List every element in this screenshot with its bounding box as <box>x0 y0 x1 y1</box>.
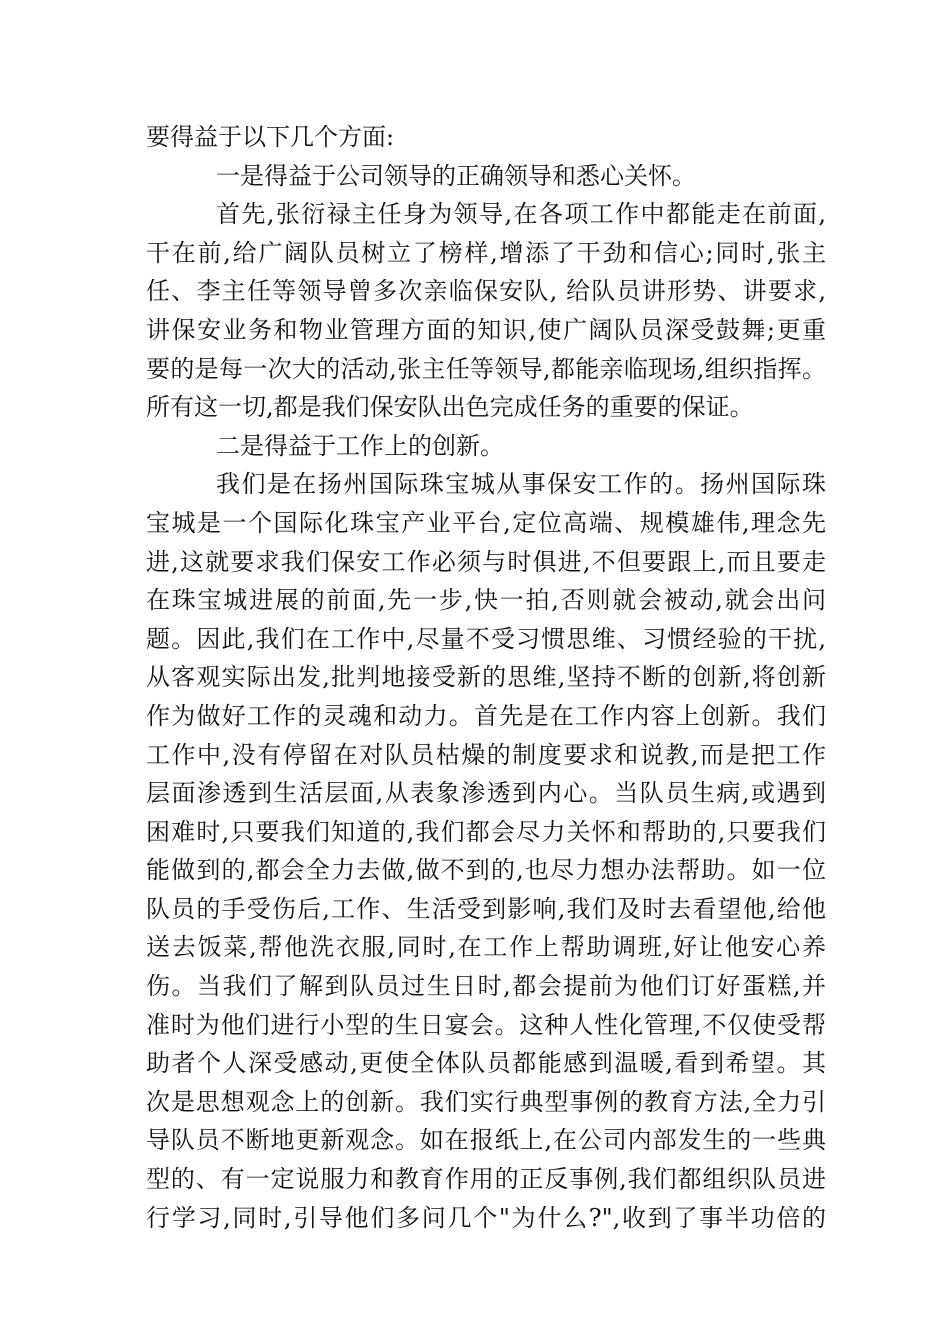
text-line: 讲保安业务和物业管理方面的知识,使广阔队员深受鼓舞;更重 <box>146 315 826 344</box>
text-line: 作为做好工作的灵魂和动力。首先是在工作内容上创新。我们 <box>146 701 826 730</box>
text-line: 干在前,给广阔队员树立了榜样,增添了干劲和信心;同时,张主 <box>146 238 826 267</box>
document-body <box>146 118 826 1237</box>
text-line: 从客观实际出发,批判地接受新的思维,坚持不断的创新,将创新 <box>146 663 826 692</box>
text-line: 能做到的,都会全力去做,做不到的,也尽力想办法帮助。如一位 <box>146 856 826 885</box>
text-line: 送去饭菜,帮他洗衣服,同时,在工作上帮助调班,好让他安心养 <box>146 933 826 962</box>
text-line: 层面渗透到生活层面,从表象渗透到内心。当队员生病,或遇到 <box>146 779 826 808</box>
text-line: 我们是在扬州国际珠宝城从事保安工作的。扬州国际珠 <box>216 470 826 499</box>
text-line: 要得益于以下几个方面: <box>146 123 395 151</box>
text-line: 二是得益于工作上的创新。 <box>216 431 504 460</box>
text-line: 型的、有一定说服力和教育作用的正反事例,我们都组织队员进 <box>146 1165 826 1194</box>
text-line: 一是得益于公司领导的正确领导和悉心关怀。 <box>216 161 696 190</box>
text-line: 进,这就要求我们保安工作必须与时俱进,不但要跟上,而且要走 <box>146 547 826 576</box>
text-line: 次是思想观念上的创新。我们实行典型事例的教育方法,全力引 <box>146 1087 826 1116</box>
text-line: 所有这一切,都是我们保安队出色完成任务的重要的保证。 <box>146 393 754 422</box>
text-line: 导队员不断地更新观念。如在报纸上,在公司内部发生的一些典 <box>146 1126 826 1155</box>
text-line: 助者个人深受感动,更使全体队员都能感到温暖,看到希望。其 <box>146 1049 826 1078</box>
text-line: 首先,张衍禄主任身为领导,在各项工作中都能走在前面, <box>216 200 826 229</box>
text-line: 宝城是一个国际化珠宝产业平台,定位高端、规模雄伟,理念先 <box>146 508 826 537</box>
text-line: 任、李主任等领导曾多次亲临保安队, 给队员讲形势、讲要求, <box>146 277 826 306</box>
text-line: 困难时,只要我们知道的,我们都会尽力关怀和帮助的,只要我们 <box>146 817 826 846</box>
text-line: 工作中,没有停留在对队员枯燥的制度要求和说教,而是把工作 <box>146 740 826 769</box>
text-line: 准时为他们进行小型的生日宴会。这种人性化管理,不仅使受帮 <box>146 1010 826 1039</box>
text-line: 队员的手受伤后,工作、生活受到影响,我们及时去看望他,给他 <box>146 894 826 923</box>
text-line: 题。因此,我们在工作中,尽量不受习惯思维、习惯经验的干扰, <box>146 624 826 653</box>
text-line: 伤。当我们了解到队员过生日时,都会提前为他们订好蛋糕,并 <box>146 972 826 1001</box>
text-line: 在珠宝城进展的前面,先一步,快一拍,否则就会被动,就会出问 <box>146 586 826 615</box>
text-line: 要的是每一次大的活动,张主任等领导,都能亲临现场,组织指挥。 <box>146 354 826 383</box>
text-line: 行学习,同时,引导他们多问几个"为什么?",收到了事半功倍的 <box>146 1203 826 1232</box>
